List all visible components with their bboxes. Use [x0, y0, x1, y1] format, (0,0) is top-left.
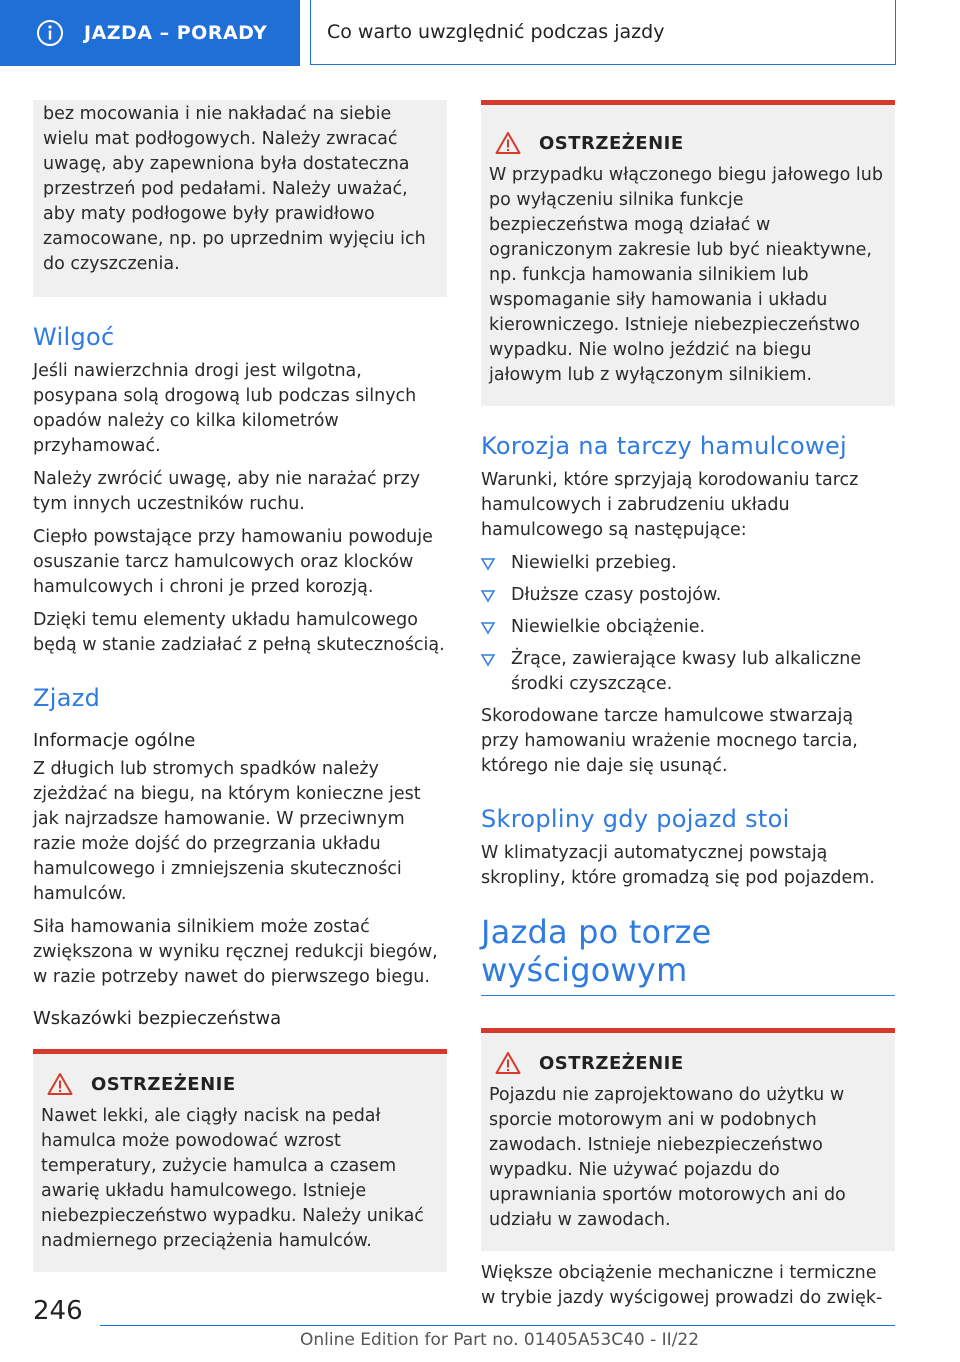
closing-paragraph: Większe obciążenie mechaniczne i termiczne w trybie jazdy wyścigowej prowadzi do zwięk-: [481, 1263, 883, 1308]
warning-triangle-icon: [495, 1051, 521, 1075]
warning-label: OSTRZEŻENIE: [539, 1052, 684, 1074]
warning-header: [47, 1072, 437, 1096]
warning-header: [495, 131, 885, 155]
right-column: [481, 100, 895, 1319]
page-number: 246: [33, 1296, 83, 1326]
korozja-list: [481, 551, 895, 697]
warning-label: OSTRZEŻENIE: [539, 132, 684, 154]
warning-label: OSTRZEŻENIE: [91, 1073, 236, 1095]
bullet-triangle-icon: [481, 557, 495, 571]
wilgoc-paragraph-4: Dzięki temu elementy układu hamulcowego będą w stanie zadziałać z pełną skutecznością.: [33, 610, 445, 655]
warning-header: [495, 1051, 885, 1075]
bullet-triangle-icon: [481, 589, 495, 603]
heading-zjazd: Zjazd: [33, 684, 101, 712]
skropliny-text: W klimatyzacji automatycznej powstają skropliny, które gromadzą się pod pojazdem.: [481, 843, 875, 888]
zjazd-paragraph-2: Siła hamowania silnikiem może zostać zwiększona w wyniku ręcznej redukcji biegów, w razie potrzeby nawet do pierwszego biegu.: [33, 917, 438, 987]
warning-text: W przypadku włączonego biegu jałowego lub po wyłączeniu silnika funkcje bezpieczeństwa mogą działać w ograniczonym zakresie lub być nieaktywne, np. funkcja hamowania silnikiem lub wspomaganie siły hamowania i układu kierowniczego. Istnieje niebezpieczeństwo wypadku. Nie wolno jeździć na biegu jałowym lub z wyłączonym silnikiem.: [489, 165, 883, 385]
info-icon: [36, 19, 64, 47]
warning-box-idle: [481, 100, 895, 406]
warning-triangle-icon: [47, 1072, 73, 1096]
warning-box-brakes: [33, 1049, 447, 1272]
header-section-tab: [0, 0, 300, 66]
warning-box-race: [481, 1028, 895, 1251]
heading-skropliny: Skropliny gdy pojazd stoi: [481, 805, 790, 833]
list-item: Dłuższe czasy postojów.: [481, 583, 895, 608]
wilgoc-paragraph-2: Należy zwrócić uwagę, aby nie narażać przy tym innych uczestników ruchu.: [33, 469, 421, 514]
subheading-informacje-ogolne: Informacje ogólne: [33, 730, 196, 751]
wilgoc-paragraph-3: Ciepło powstające przy hamowaniu powoduje osuszanie tarcz hamulcowych oraz klocków hamulcowych i chroni je przed korozją.: [33, 527, 433, 597]
chapter-title-box: [310, 0, 896, 65]
bullet-triangle-icon: [481, 621, 495, 635]
list-item: Niewielkie obciążenie.: [481, 615, 895, 640]
heading-wilgoc: Wilgoć: [33, 323, 115, 351]
warning-text: Nawet lekki, ale ciągły nacisk na pedał hamulca może powodować wzrost temperatury, zużycie hamulca a czasem awarię układu hamulcowego. Istnieje niebezpieczeństwo wypadku. Należy unikać nadmiernego przeciążenia hamulców.: [41, 1106, 424, 1251]
zjazd-paragraph-1: Z długich lub stromych spadków należy zjeżdżać na biegu, na którym konieczne jest jak najrzadsze hamowanie. W przeciwnym razie może dojść do przegrzania układu hamulcowego i zmniejszenia skuteczności hamulców.: [33, 759, 421, 904]
continued-note-text: bez mocowania i nie nakładać na siebie wielu mat podłogowych. Należy zwracać uwagę, aby zapewniona była dostateczna przestrzeń pod pedałami. Należy uważać, aby maty podłogowe były prawidłowo zamocowane, np. po uprzednim wyjęciu ich do czyszczenia.: [43, 104, 426, 274]
footer-divider: [100, 1325, 895, 1326]
korozja-outro: Skorodowane tarcze hamulcowe stwarzają przy hamowaniu wrażenie mocnego tarcia, którego nie daje się usunąć.: [481, 706, 858, 776]
heading-korozja: Korozja na tarczy hamulcowej: [481, 432, 847, 460]
list-item: Żrące, zawierające kwasy lub alkaliczne środki czyszczące.: [481, 647, 895, 697]
subheading-wskazowki: Wskazówki bezpieczeństwa: [33, 1008, 282, 1029]
warning-text: Pojazdu nie zaprojektowano do użytku w sporcie motorowym ani w podobnych zawodach. Istnieje niebezpieczeństwo wypadku. Nie używać pojazdu do uprawniania sportów motorowych ani do udziału w zawodach.: [489, 1085, 846, 1230]
heading-jazda-po-torze: Jazda po torze wyścigowym: [481, 913, 895, 996]
section-label: JAZDA – PORADY: [84, 22, 268, 44]
continued-note-box: [33, 100, 447, 297]
footer-edition: Online Edition for Part no. 01405A53C40 - II/22: [300, 1330, 700, 1350]
bullet-triangle-icon: [481, 653, 495, 667]
korozja-intro: Warunki, które sprzyjają korodowaniu tarcz hamulcowych i zabrudzeniu układu hamulcowego są następujące:: [481, 470, 859, 540]
wilgoc-paragraph-1: Jeśli nawierzchnia drogi jest wilgotna, posypana solą drogową lub podczas silnych opadów należy co kilka kilometrów przyhamować.: [33, 361, 417, 456]
left-column: [33, 100, 447, 1272]
chapter-title: Co warto uwzględnić podczas jazdy: [327, 21, 665, 43]
list-item: Niewielki przebieg.: [481, 551, 895, 576]
warning-triangle-icon: [495, 131, 521, 155]
